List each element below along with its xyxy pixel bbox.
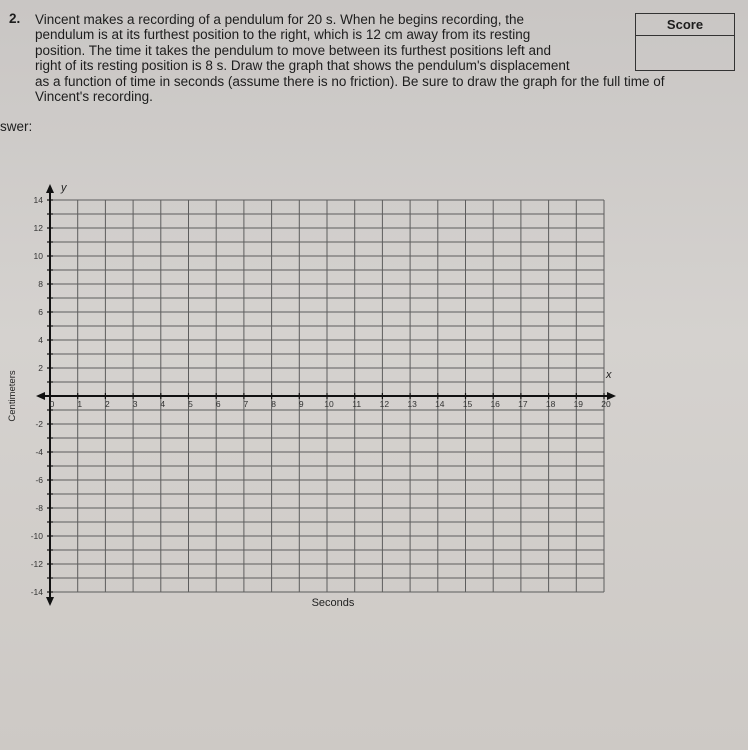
x-tick-label: 0: [49, 399, 55, 409]
y-tick-label: 8: [38, 279, 43, 289]
x-tick-label: 14: [435, 399, 445, 409]
question-number: 2.: [9, 11, 21, 26]
x-tick-label: 4: [160, 399, 166, 409]
y-tick-label: -8: [35, 503, 43, 513]
answer-label: swer:: [0, 119, 33, 134]
x-tick-label: 17: [518, 399, 528, 409]
score-label: Score: [636, 14, 734, 36]
y-tick-label: -10: [30, 531, 43, 541]
y-tick-label: 10: [33, 251, 43, 261]
y-axis-letter: y: [61, 182, 67, 194]
x-tick-label: 10: [324, 399, 334, 409]
x-axis-title: Seconds: [311, 597, 355, 609]
y-tick-label: -14: [30, 587, 43, 597]
x-tick-label: 16: [490, 399, 500, 409]
x-tick-label: 1: [77, 399, 83, 409]
y-tick-label: 2: [38, 363, 43, 373]
x-tick-label: 9: [298, 399, 304, 409]
y-axis-arrow: [46, 184, 54, 193]
y-tick-label: 4: [38, 335, 43, 345]
question-line: right of its resting position is 8 s. Draw the graph that shows the pendulum's displacement: [35, 58, 570, 74]
x-tick-label: 11: [352, 399, 362, 409]
y-tick-label: -12: [30, 559, 43, 569]
question-line: pendulum is at its furthest position to the right, which is 12 cm away from its resting: [35, 27, 531, 43]
x-axis-arrow-left: [36, 392, 45, 400]
y-tick-label: -2: [35, 419, 43, 429]
x-tick-label: 13: [407, 399, 417, 409]
y-tick-label: -6: [35, 475, 43, 485]
x-tick-label: 20: [601, 399, 611, 409]
x-tick-label: 7: [243, 399, 249, 409]
x-tick-label: 8: [271, 399, 276, 409]
question-line: as a function of time in seconds (assume there is no friction). Be sure to draw the graph for the full time of: [35, 73, 665, 89]
x-tick-label: 5: [188, 399, 193, 409]
question-line: Vincent makes a recording of a pendulum for 20 s. When he begins recording, the: [35, 12, 525, 27]
y-tick-label: -4: [35, 447, 43, 457]
x-tick-label: 19: [573, 399, 584, 409]
x-axis-letter: x: [606, 369, 612, 381]
x-tick-label: 18: [545, 399, 556, 409]
x-tick-label: 15: [462, 399, 473, 409]
y-axis-title: Centimeters: [7, 370, 18, 422]
x-tick-label: 12: [379, 399, 390, 409]
y-tick-label: 6: [38, 307, 43, 317]
y-axis-arrow-down: [46, 597, 54, 606]
x-tick-label: 6: [215, 399, 221, 409]
question-line: position. The time it takes the pendulum to move between its furthest positions left and: [35, 42, 552, 58]
question-line: Vincent's recording.: [35, 89, 153, 105]
y-tick-label: 12: [33, 223, 43, 233]
x-tick-label: 3: [132, 399, 138, 409]
y-tick-label: 14: [33, 195, 43, 205]
x-tick-label: 2: [105, 399, 110, 409]
